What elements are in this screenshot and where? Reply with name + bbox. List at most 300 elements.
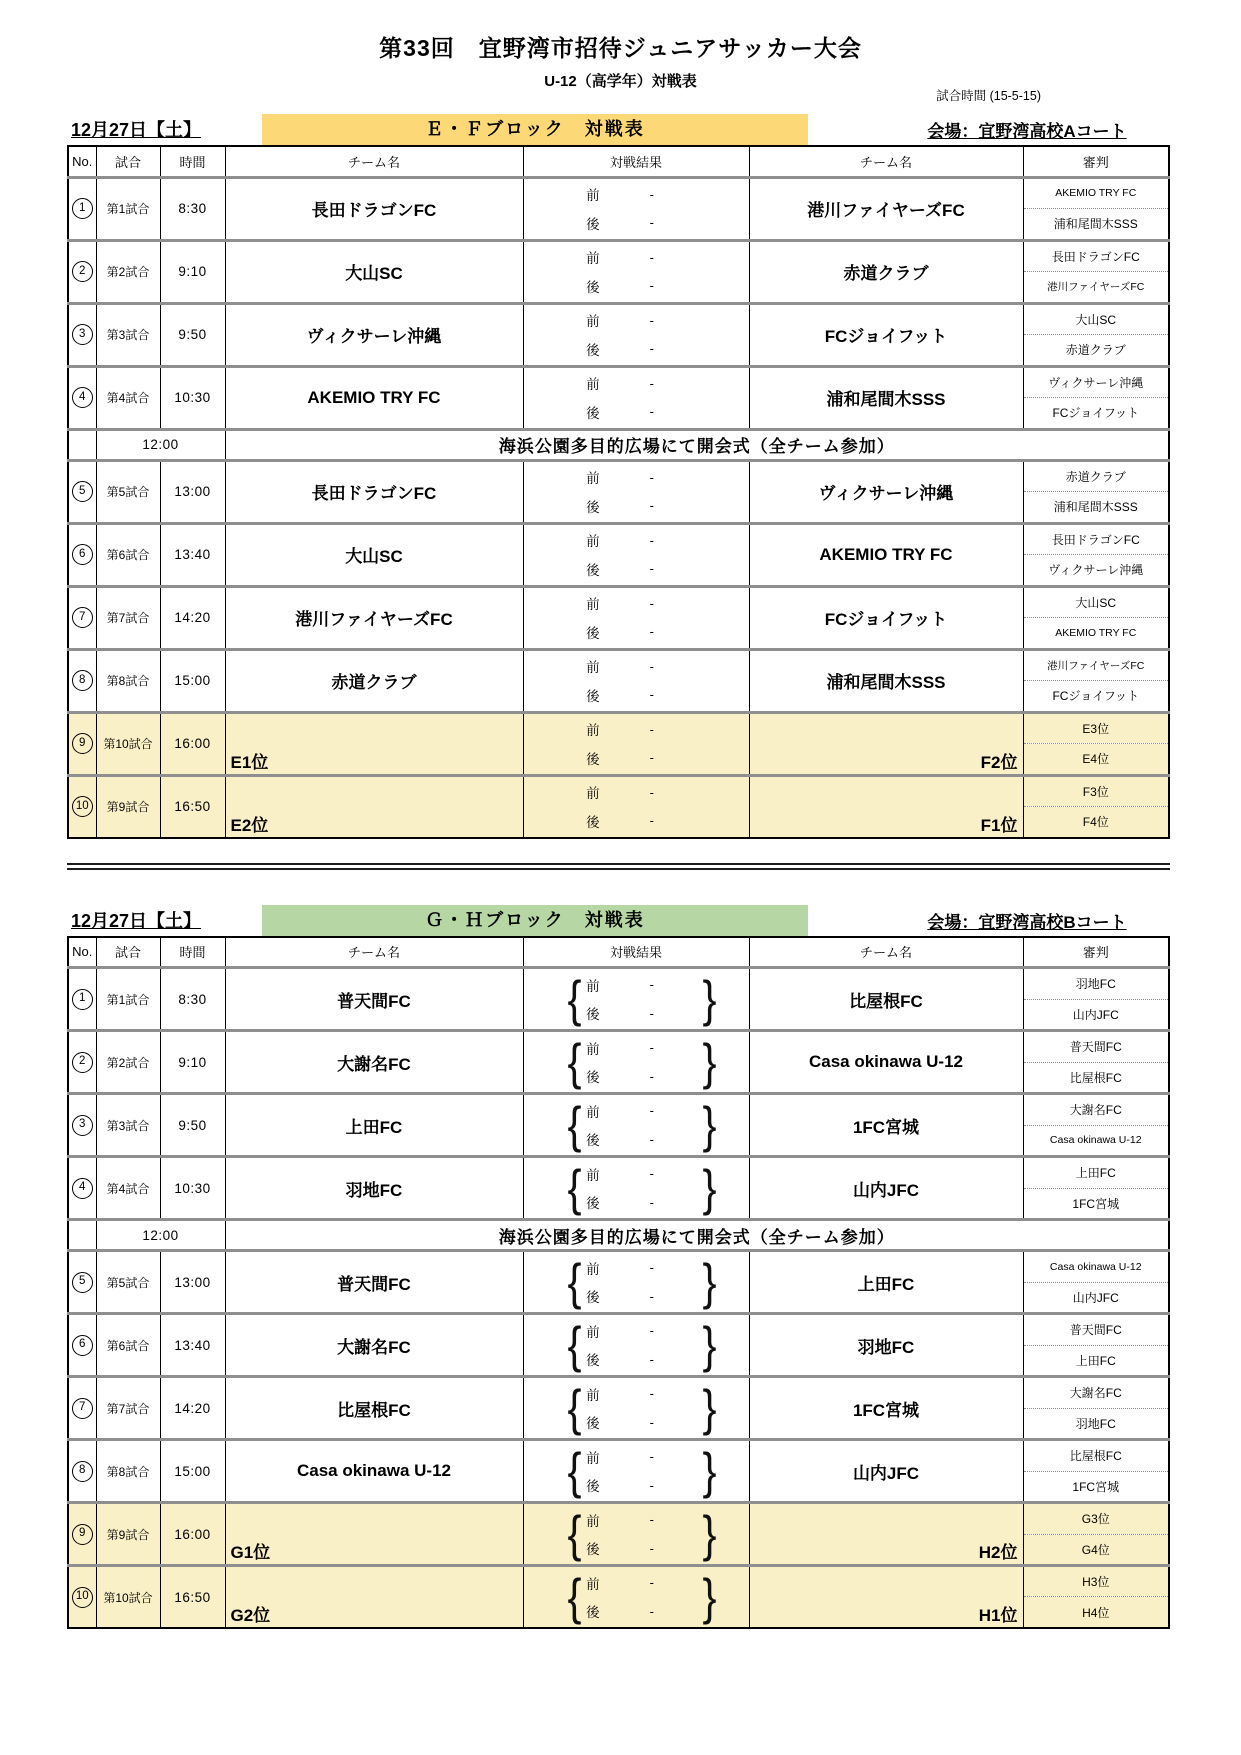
referee-cell-2: 山内JFC <box>1023 1282 1169 1314</box>
column-header: 審判 <box>1023 146 1169 177</box>
first-half-line <box>523 590 733 616</box>
second-half-line <box>523 1000 733 1026</box>
referee-cell-1: H3位 <box>1023 1566 1169 1597</box>
match-number-circled: 2 <box>72 261 93 282</box>
kickoff-time-cell: 10:30 <box>160 366 225 429</box>
referee-cell-2: E4位 <box>1023 744 1169 776</box>
result-cell <box>523 968 749 1031</box>
kickoff-time-cell: 15:00 <box>160 649 225 712</box>
result-wrap <box>524 1378 749 1438</box>
match-number-circled: 1 <box>72 989 93 1010</box>
first-half-label: 前 <box>586 1041 600 1057</box>
first-half-score: - <box>649 249 654 265</box>
page-subtitle: U-12（高学年）対戦表 <box>544 73 697 90</box>
second-half-label: 後 <box>586 1353 600 1369</box>
match-number-cell <box>68 649 96 712</box>
first-half-label: 前 <box>586 597 600 613</box>
referee-cell-2: AKEMIO TRY FC <box>1023 618 1169 650</box>
second-half-score: - <box>649 1131 654 1147</box>
match-number-cell <box>68 586 96 649</box>
away-team-cell: 赤道クラブ <box>749 240 1023 303</box>
second-half-line <box>523 1063 733 1089</box>
result-wrap <box>524 1567 749 1627</box>
game-label-cell: 第2試合 <box>96 240 160 303</box>
referee-cell-1: 大山SC <box>1023 586 1169 618</box>
result-wrap <box>524 714 749 774</box>
second-half-label: 後 <box>586 1007 600 1023</box>
first-half-label: 前 <box>586 1450 600 1466</box>
referee-cell-1: G3位 <box>1023 1503 1169 1535</box>
referee-cell-1: 比屋根FC <box>1023 1440 1169 1472</box>
referee-cell-1: ヴィクサーレ沖縄 <box>1023 366 1169 398</box>
result-wrap <box>524 1504 749 1564</box>
first-half-label: 前 <box>586 978 600 994</box>
kickoff-time-cell: 16:50 <box>160 775 225 838</box>
column-header: 試合 <box>96 146 160 177</box>
referee-cell-2: H4位 <box>1023 1597 1169 1628</box>
kickoff-time-cell: 14:20 <box>160 1377 225 1440</box>
first-half-line <box>523 1381 733 1407</box>
game-label-cell: 第1試合 <box>96 968 160 1031</box>
match-number-circled: 6 <box>72 1335 93 1356</box>
game-label-cell: 第8試合 <box>96 649 160 712</box>
match-number-circled: 7 <box>72 1398 93 1419</box>
second-half-score: - <box>649 1351 654 1367</box>
second-half-label: 後 <box>586 1479 600 1495</box>
column-header: 試合 <box>96 937 160 968</box>
ceremony-time-cell: 12:00 <box>96 429 225 460</box>
kickoff-time-cell: 16:00 <box>160 712 225 775</box>
second-half-score: - <box>649 1477 654 1493</box>
second-half-label: 後 <box>586 216 600 232</box>
match-number-circled: 8 <box>72 670 93 691</box>
second-half-line <box>523 273 733 299</box>
right-brace-icon: } <box>702 1442 717 1499</box>
first-half-line <box>523 370 733 396</box>
no-cell <box>68 429 96 460</box>
match-number-circled: 10 <box>72 1587 93 1608</box>
second-half-label: 後 <box>586 751 600 767</box>
first-half-line <box>523 527 733 553</box>
referee-cell-1: 大謝名FC <box>1023 1377 1169 1409</box>
kickoff-time-cell: 14:20 <box>160 586 225 649</box>
first-half-score: - <box>649 784 654 800</box>
result-cell <box>523 1157 749 1220</box>
right-brace-icon: } <box>702 1568 717 1625</box>
kickoff-time-cell: 13:40 <box>160 523 225 586</box>
referee-cell-2: ヴィクサーレ沖縄 <box>1023 555 1169 587</box>
result-wrap <box>524 1315 749 1375</box>
first-half-line <box>523 1098 733 1124</box>
home-team-cell: 普天間FC <box>225 968 523 1031</box>
first-half-line <box>523 1570 733 1596</box>
column-header: チーム名 <box>225 937 523 968</box>
first-half-label: 前 <box>586 1324 600 1340</box>
column-header: チーム名 <box>749 146 1023 177</box>
away-team-cell: F1位 <box>749 775 1023 838</box>
game-label-cell: 第10試合 <box>96 712 160 775</box>
match-number-cell <box>68 1094 96 1157</box>
game-label-cell: 第7試合 <box>96 586 160 649</box>
result-cell <box>523 303 749 366</box>
first-half-label: 前 <box>586 1261 600 1277</box>
referee-cell-1: 大謝名FC <box>1023 1094 1169 1126</box>
column-header: No. <box>68 146 96 177</box>
home-team-cell: 長田ドラゴンFC <box>225 460 523 523</box>
kickoff-time-cell: 13:00 <box>160 460 225 523</box>
away-team-cell: FCジョイフット <box>749 303 1023 366</box>
first-half-line <box>523 1444 733 1470</box>
column-header: 対戦結果 <box>523 937 749 968</box>
home-team-cell: AKEMIO TRY FC <box>225 366 523 429</box>
kickoff-time-cell: 16:50 <box>160 1566 225 1629</box>
referee-cell-1: F3位 <box>1023 775 1169 806</box>
result-cell <box>523 240 749 303</box>
first-half-score: - <box>649 375 654 391</box>
second-half-score: - <box>649 1540 654 1556</box>
second-half-label: 後 <box>586 342 600 358</box>
first-half-line <box>523 464 733 490</box>
match-number-circled: 3 <box>72 1115 93 1136</box>
match-number-cell <box>68 1377 96 1440</box>
away-team-cell: 山内JFC <box>749 1157 1023 1220</box>
second-half-label: 後 <box>586 1542 600 1558</box>
home-team-cell: 長田ドラゴンFC <box>225 177 523 240</box>
kickoff-time-cell: 10:30 <box>160 1157 225 1220</box>
match-number-circled: 3 <box>72 324 93 345</box>
referee-cell-1: AKEMIO TRY FC <box>1023 177 1169 209</box>
result-cell <box>523 775 749 838</box>
result-wrap <box>524 462 749 522</box>
referee-cell-1: 大山SC <box>1023 303 1169 335</box>
referee-cell-2: FCジョイフット <box>1023 398 1169 430</box>
result-cell <box>523 1031 749 1094</box>
away-team-cell: ヴィクサーレ沖縄 <box>749 460 1023 523</box>
second-half-line <box>523 1535 733 1561</box>
first-half-line <box>523 1507 733 1533</box>
first-half-label: 前 <box>586 188 600 204</box>
first-half-score: - <box>649 469 654 485</box>
result-wrap <box>524 525 749 585</box>
second-half-label: 後 <box>586 279 600 295</box>
referee-cell-1: 羽地FC <box>1023 968 1169 1000</box>
result-wrap <box>524 1032 749 1092</box>
second-half-label: 後 <box>586 1196 600 1212</box>
home-team-cell: 大山SC <box>225 523 523 586</box>
home-team-cell: 港川ファイヤーズFC <box>225 586 523 649</box>
result-wrap <box>524 1095 749 1155</box>
second-half-score: - <box>649 215 654 231</box>
block-title-ef: Ｅ・Ｆブロック 対戦表 <box>262 114 808 145</box>
referee-cell-2: Casa okinawa U-12 <box>1023 1125 1169 1157</box>
second-half-score: - <box>649 1603 654 1619</box>
left-brace-icon: { <box>567 1316 582 1373</box>
first-half-score: - <box>649 1575 654 1591</box>
date-label: 12月27日【土】 <box>71 910 202 931</box>
away-team-cell: 港川ファイヤーズFC <box>749 177 1023 240</box>
referee-cell-2: 羽地FC <box>1023 1408 1169 1440</box>
kickoff-time-cell: 9:10 <box>160 1031 225 1094</box>
column-header: 時間 <box>160 937 225 968</box>
first-half-label: 前 <box>586 471 600 487</box>
first-half-score: - <box>649 1040 654 1056</box>
second-half-label: 後 <box>586 1605 600 1621</box>
referee-cell-2: 浦和尾間木SSS <box>1023 492 1169 524</box>
referee-cell-2: G4位 <box>1023 1534 1169 1566</box>
second-half-score: - <box>649 278 654 294</box>
block-gh-header-strip <box>67 898 1170 936</box>
game-label-cell: 第4試合 <box>96 1157 160 1220</box>
first-half-score: - <box>649 1386 654 1402</box>
result-cell <box>523 1314 749 1377</box>
game-label-cell: 第2試合 <box>96 1031 160 1094</box>
second-half-line <box>523 493 733 519</box>
first-half-score: - <box>649 1260 654 1276</box>
result-wrap <box>524 242 749 302</box>
matches-table-ef <box>67 145 1170 839</box>
left-brace-icon: { <box>567 1096 582 1153</box>
second-half-score: - <box>649 813 654 829</box>
result-wrap <box>524 969 749 1029</box>
referee-cell-1: E3位 <box>1023 712 1169 744</box>
match-number-circled: 4 <box>72 387 93 408</box>
second-half-score: - <box>649 1414 654 1430</box>
left-brace-icon: { <box>567 1568 582 1625</box>
ceremony-time-cell: 12:00 <box>96 1220 225 1251</box>
page-title: 第33回 宜野湾市招待ジュニアサッカー大会 <box>379 35 862 61</box>
home-team-cell: 比屋根FC <box>225 1377 523 1440</box>
kickoff-time-cell: 15:00 <box>160 1440 225 1503</box>
second-half-line <box>523 1598 733 1624</box>
match-number-cell <box>68 1031 96 1094</box>
game-label-cell: 第1試合 <box>96 177 160 240</box>
second-half-label: 後 <box>586 814 600 830</box>
game-label-cell: 第8試合 <box>96 1440 160 1503</box>
match-number-circled: 5 <box>72 1272 93 1293</box>
second-half-line <box>523 1346 733 1372</box>
tables-divider <box>67 863 1170 870</box>
game-label-cell: 第6試合 <box>96 1314 160 1377</box>
kickoff-time-cell: 8:30 <box>160 968 225 1031</box>
away-team-cell: H2位 <box>749 1503 1023 1566</box>
away-team-cell: AKEMIO TRY FC <box>749 523 1023 586</box>
match-number-circled: 9 <box>72 733 93 754</box>
result-cell <box>523 523 749 586</box>
result-wrap <box>524 777 749 837</box>
referee-cell-2: 上田FC <box>1023 1345 1169 1377</box>
second-half-label: 後 <box>586 405 600 421</box>
result-cell <box>523 1440 749 1503</box>
home-team-cell: 普天間FC <box>225 1251 523 1314</box>
second-half-line <box>523 1189 733 1215</box>
first-half-label: 前 <box>586 786 600 802</box>
referee-cell-1: 普天間FC <box>1023 1314 1169 1346</box>
first-half-line <box>523 1035 733 1061</box>
result-wrap <box>524 179 749 239</box>
second-half-line <box>523 399 733 425</box>
referee-cell-1: 普天間FC <box>1023 1031 1169 1063</box>
block-ef <box>67 107 1170 839</box>
second-half-label: 後 <box>586 499 600 515</box>
referee-cell-1: 長田ドラゴンFC <box>1023 523 1169 555</box>
match-number-circled: 4 <box>72 1178 93 1199</box>
second-half-label: 後 <box>586 1133 600 1149</box>
first-half-label: 前 <box>586 1576 600 1592</box>
kickoff-time-cell: 13:00 <box>160 1251 225 1314</box>
match-number-cell <box>68 968 96 1031</box>
result-wrap <box>524 368 749 428</box>
home-team-cell: 大謝名FC <box>225 1314 523 1377</box>
first-half-score: - <box>649 1449 654 1465</box>
away-team-cell: F2位 <box>749 712 1023 775</box>
match-number-cell <box>68 240 96 303</box>
column-header: チーム名 <box>225 146 523 177</box>
second-half-line <box>523 1409 733 1435</box>
game-label-cell: 第7試合 <box>96 1377 160 1440</box>
home-team-cell: 赤道クラブ <box>225 649 523 712</box>
match-number-cell <box>68 1440 96 1503</box>
kickoff-time-cell: 16:00 <box>160 1503 225 1566</box>
left-brace-icon: { <box>567 1253 582 1310</box>
first-half-score: - <box>649 977 654 993</box>
result-cell <box>523 1251 749 1314</box>
second-half-score: - <box>649 750 654 766</box>
result-cell <box>523 366 749 429</box>
second-half-line <box>523 619 733 645</box>
result-wrap <box>524 1441 749 1501</box>
result-wrap <box>524 305 749 365</box>
result-cell <box>523 649 749 712</box>
first-half-label: 前 <box>586 1513 600 1529</box>
game-label-cell: 第9試合 <box>96 775 160 838</box>
match-number-cell <box>68 1251 96 1314</box>
left-brace-icon: { <box>567 1379 582 1436</box>
match-number-cell <box>68 1503 96 1566</box>
second-half-line <box>523 1126 733 1152</box>
result-cell <box>523 1094 749 1157</box>
away-team-cell: 1FC宮城 <box>749 1094 1023 1157</box>
second-half-label: 後 <box>586 688 600 704</box>
referee-cell-1: Casa okinawa U-12 <box>1023 1251 1169 1283</box>
away-team-cell: 浦和尾間木SSS <box>749 649 1023 712</box>
away-team-cell: FCジョイフット <box>749 586 1023 649</box>
first-half-line <box>523 307 733 333</box>
away-team-cell: 山内JFC <box>749 1440 1023 1503</box>
second-half-line <box>523 210 733 236</box>
right-brace-icon: } <box>702 970 717 1027</box>
result-cell <box>523 1377 749 1440</box>
second-half-label: 後 <box>586 1070 600 1086</box>
second-half-label: 後 <box>586 1416 600 1432</box>
referee-cell-2: 港川ファイヤーズFC <box>1023 272 1169 304</box>
column-header: No. <box>68 937 96 968</box>
game-label-cell: 第4試合 <box>96 366 160 429</box>
referee-cell-1: 赤道クラブ <box>1023 460 1169 492</box>
result-cell <box>523 177 749 240</box>
away-team-cell: 羽地FC <box>749 1314 1023 1377</box>
result-wrap <box>524 588 749 648</box>
game-label-cell: 第6試合 <box>96 523 160 586</box>
match-number-cell <box>68 177 96 240</box>
first-half-label: 前 <box>586 377 600 393</box>
away-team-cell: 比屋根FC <box>749 968 1023 1031</box>
second-half-score: - <box>649 1194 654 1210</box>
result-cell <box>523 460 749 523</box>
home-team-cell: E1位 <box>225 712 523 775</box>
ceremony-text-cell: 海浜公園多目的広場にて開会式（全チーム参加） <box>225 429 1169 460</box>
first-half-score: - <box>649 1512 654 1528</box>
first-half-line <box>523 1255 733 1281</box>
first-half-score: - <box>649 1323 654 1339</box>
match-number-circled: 10 <box>72 796 93 817</box>
first-half-line <box>523 779 733 805</box>
home-team-cell: ヴィクサーレ沖縄 <box>225 303 523 366</box>
ceremony-text-cell: 海浜公園多目的広場にて開会式（全チーム参加） <box>225 1220 1169 1251</box>
match-number-circled: 8 <box>72 1461 93 1482</box>
home-team-cell: G1位 <box>225 1503 523 1566</box>
result-cell <box>523 712 749 775</box>
block-ef-header-strip <box>67 107 1170 145</box>
game-label-cell: 第5試合 <box>96 1251 160 1314</box>
kickoff-time-cell: 9:50 <box>160 303 225 366</box>
first-half-score: - <box>649 312 654 328</box>
first-half-score: - <box>649 1103 654 1119</box>
away-team-cell: H1位 <box>749 1566 1023 1629</box>
first-half-line <box>523 1318 733 1344</box>
block-gh <box>67 898 1170 1630</box>
referee-cell-2: 山内JFC <box>1023 999 1169 1031</box>
right-brace-icon: } <box>702 1253 717 1310</box>
second-half-line <box>523 1283 733 1309</box>
second-half-line <box>523 1472 733 1498</box>
referee-cell-2: 1FC宮城 <box>1023 1471 1169 1503</box>
second-half-line <box>523 682 733 708</box>
away-team-cell: Casa okinawa U-12 <box>749 1031 1023 1094</box>
column-header: チーム名 <box>749 937 1023 968</box>
right-brace-icon: } <box>702 1316 717 1373</box>
first-half-label: 前 <box>586 314 600 330</box>
first-half-label: 前 <box>586 660 600 676</box>
referee-cell-2: F4位 <box>1023 806 1169 837</box>
game-label-cell: 第5試合 <box>96 460 160 523</box>
game-label-cell: 第9試合 <box>96 1503 160 1566</box>
second-half-score: - <box>649 561 654 577</box>
block-title-gh: Ｇ・Ｈブロック 対戦表 <box>262 905 808 936</box>
game-label-cell: 第10試合 <box>96 1566 160 1629</box>
left-brace-icon: { <box>567 1033 582 1090</box>
match-number-cell <box>68 1157 96 1220</box>
left-brace-icon: { <box>567 1442 582 1499</box>
first-half-line <box>523 716 733 742</box>
left-brace-icon: { <box>567 1159 582 1216</box>
first-half-label: 前 <box>586 1387 600 1403</box>
match-number-cell <box>68 1566 96 1629</box>
match-number-circled: 6 <box>72 544 93 565</box>
left-brace-icon: { <box>567 970 582 1027</box>
referee-cell-1: 港川ファイヤーズFC <box>1023 649 1169 681</box>
column-header: 審判 <box>1023 937 1169 968</box>
column-header: 時間 <box>160 146 225 177</box>
second-half-score: - <box>649 498 654 514</box>
kickoff-time-cell: 9:50 <box>160 1094 225 1157</box>
second-half-line <box>523 336 733 362</box>
first-half-score: - <box>649 1166 654 1182</box>
first-half-line <box>523 181 733 207</box>
result-wrap <box>524 1252 749 1312</box>
date-label: 12月27日【土】 <box>71 120 202 140</box>
second-half-line <box>523 556 733 582</box>
kickoff-time-cell: 8:30 <box>160 177 225 240</box>
